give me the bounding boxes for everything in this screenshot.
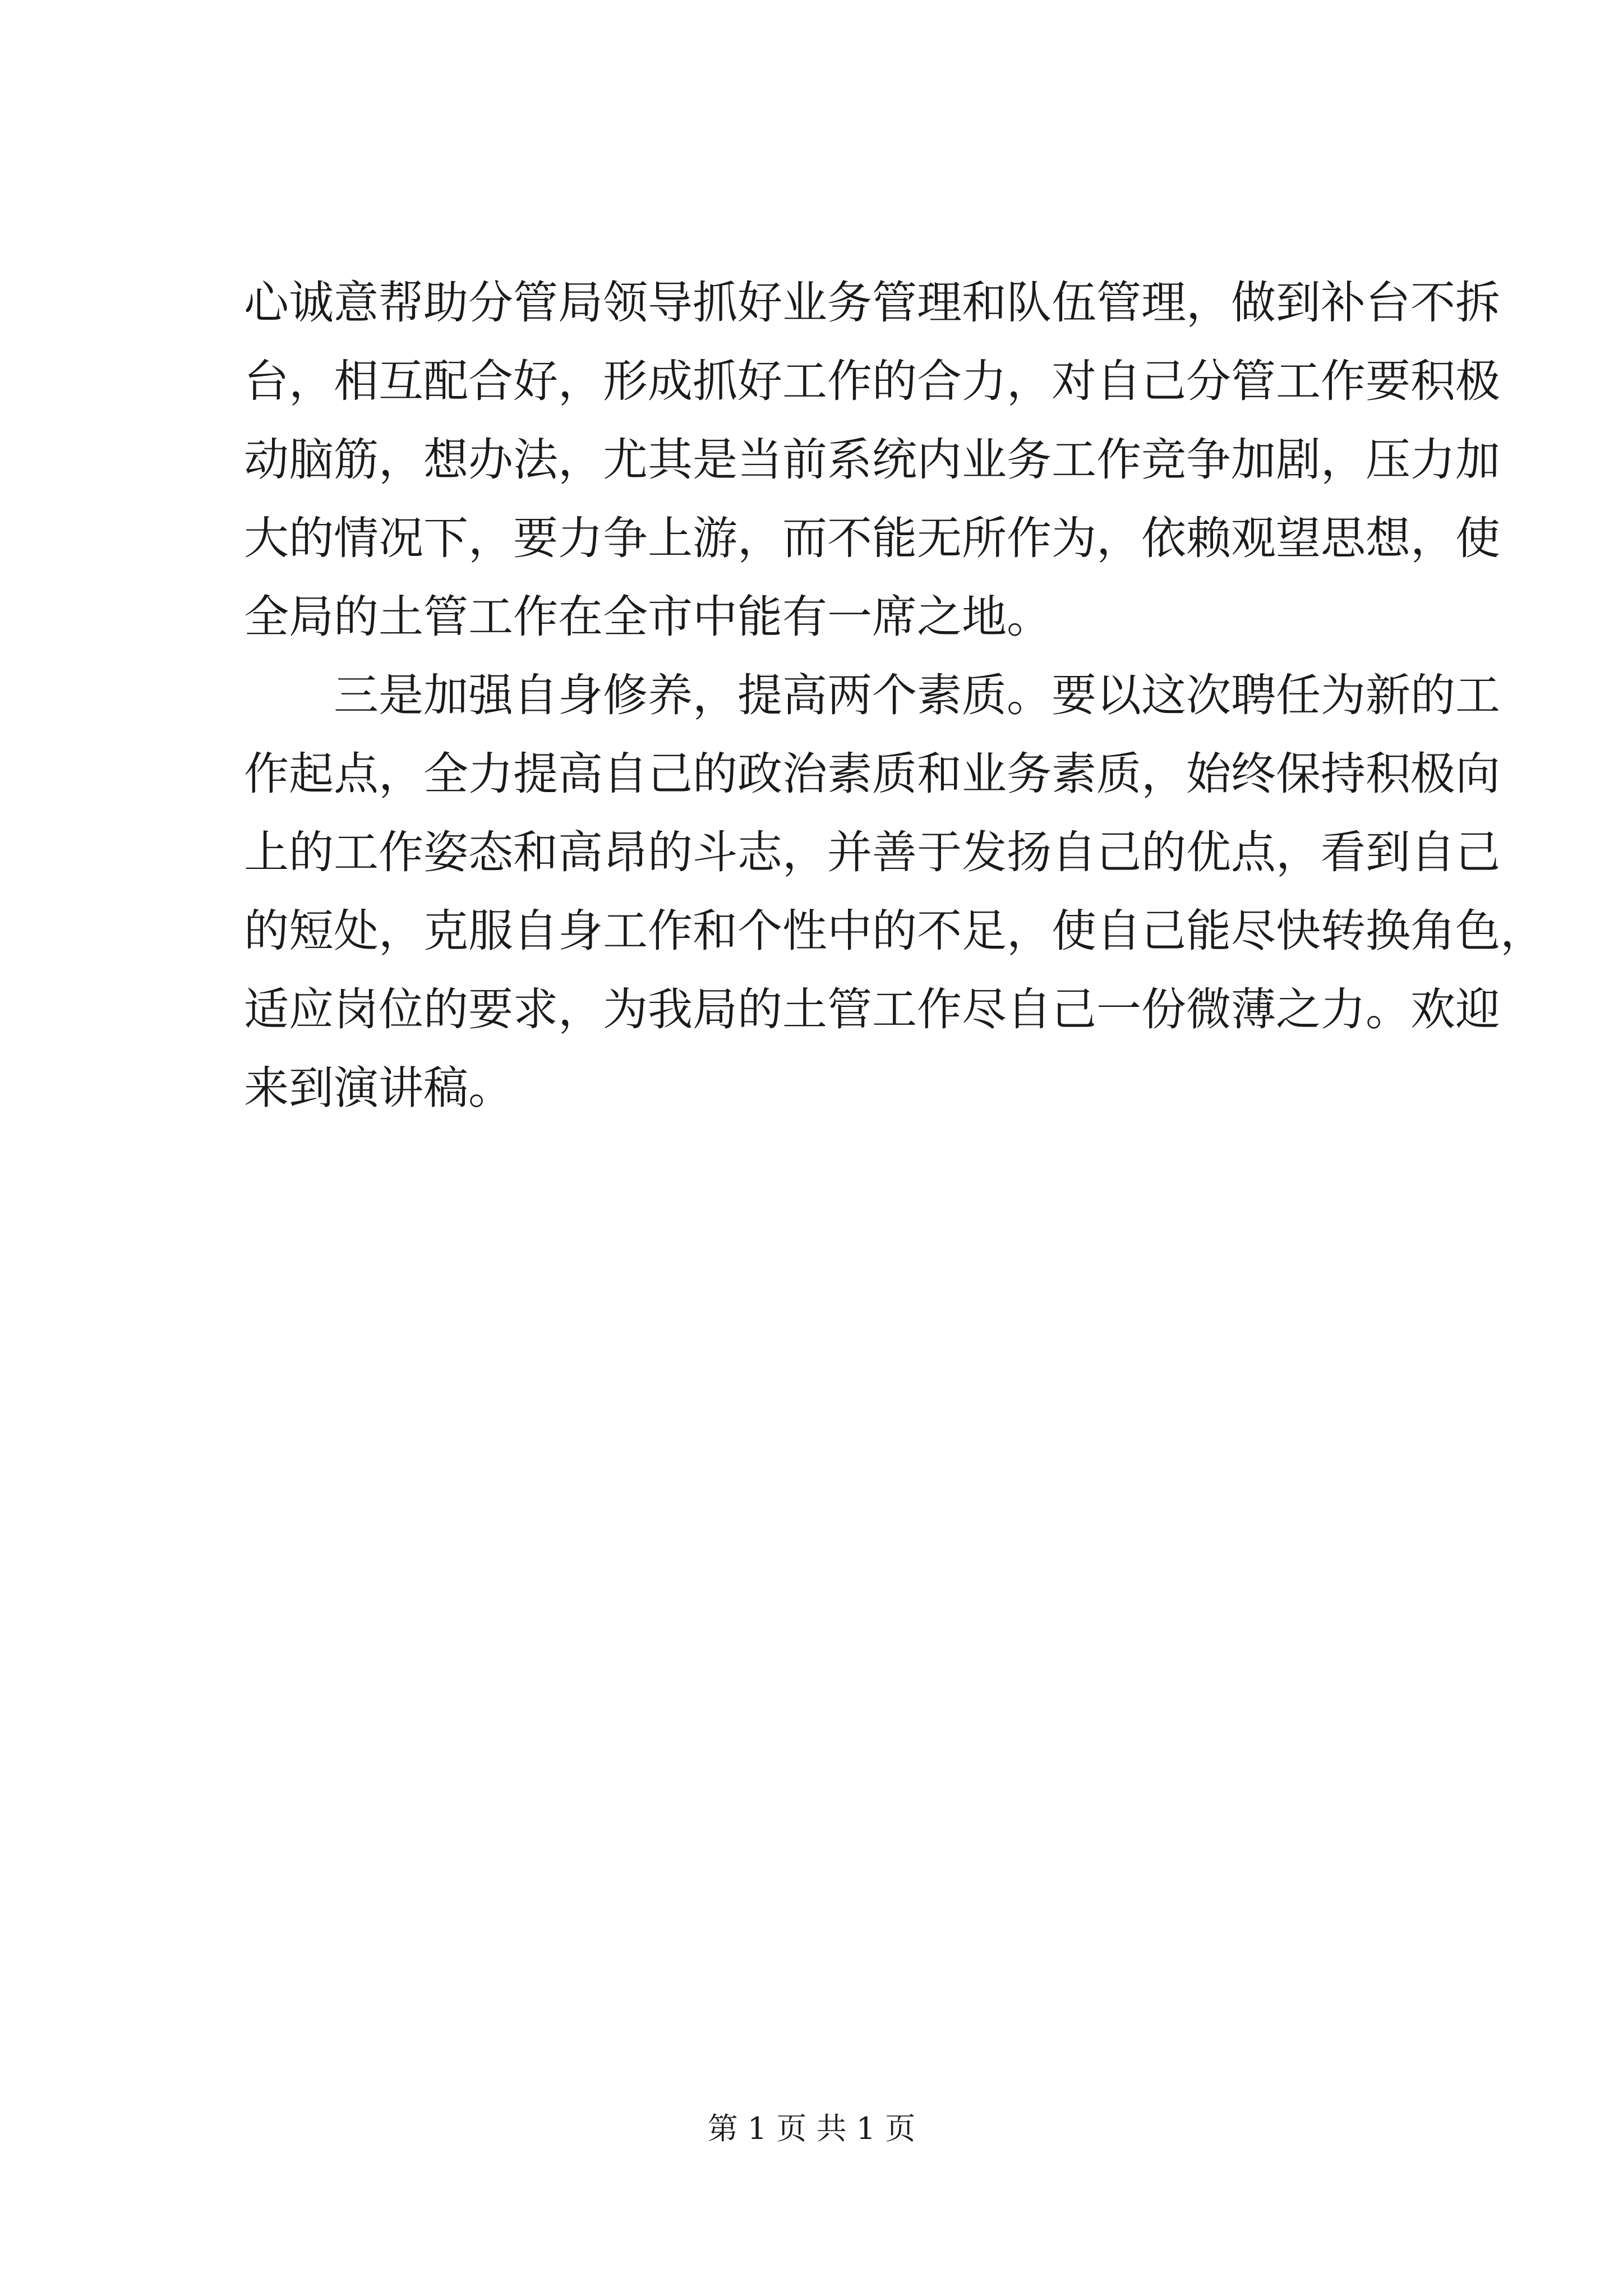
- text-line: 台，相互配合好，形成抓好工作的合力，对自己分管工作要积极: [244, 355, 1500, 407]
- document-body: [244, 264, 1545, 1128]
- text-line: 上的工作姿态和高昂的斗志，并善于发扬自己的优点，看到自己: [244, 826, 1500, 878]
- text-line: 心诚意帮助分管局领导抓好业务管理和队伍管理，做到补台不拆: [244, 277, 1500, 329]
- paragraph-1: [244, 264, 1500, 656]
- text-line: 适应岗位的要求，为我局的土管工作尽自己一份微薄之力。欢迎: [244, 983, 1500, 1036]
- text-line: 大的情况下，要力争上游，而不能无所作为，依赖观望思想，使: [244, 512, 1500, 564]
- text-line: 作起点，全力提高自己的政治素质和业务素质，始终保持积极向: [244, 748, 1500, 800]
- page-footer: 第 1 页 共 1 页: [707, 2111, 916, 2146]
- text-line: 来到演讲稿。: [244, 1062, 513, 1114]
- text-line: 全局的土管工作在全市中能有一席之地。: [244, 591, 1052, 643]
- text-line: 动脑筋，想办法，尤其是当前系统内业务工作竞争加剧，压力加: [244, 434, 1500, 486]
- text-line: 的短处，克服自身工作和个性中的不足，使自己能尽快转换角色，: [244, 905, 1545, 957]
- paragraph-2: [244, 656, 1545, 1128]
- text-line: 三是加强自身修养，提高两个素质。要以这次聘任为新的工: [334, 669, 1500, 721]
